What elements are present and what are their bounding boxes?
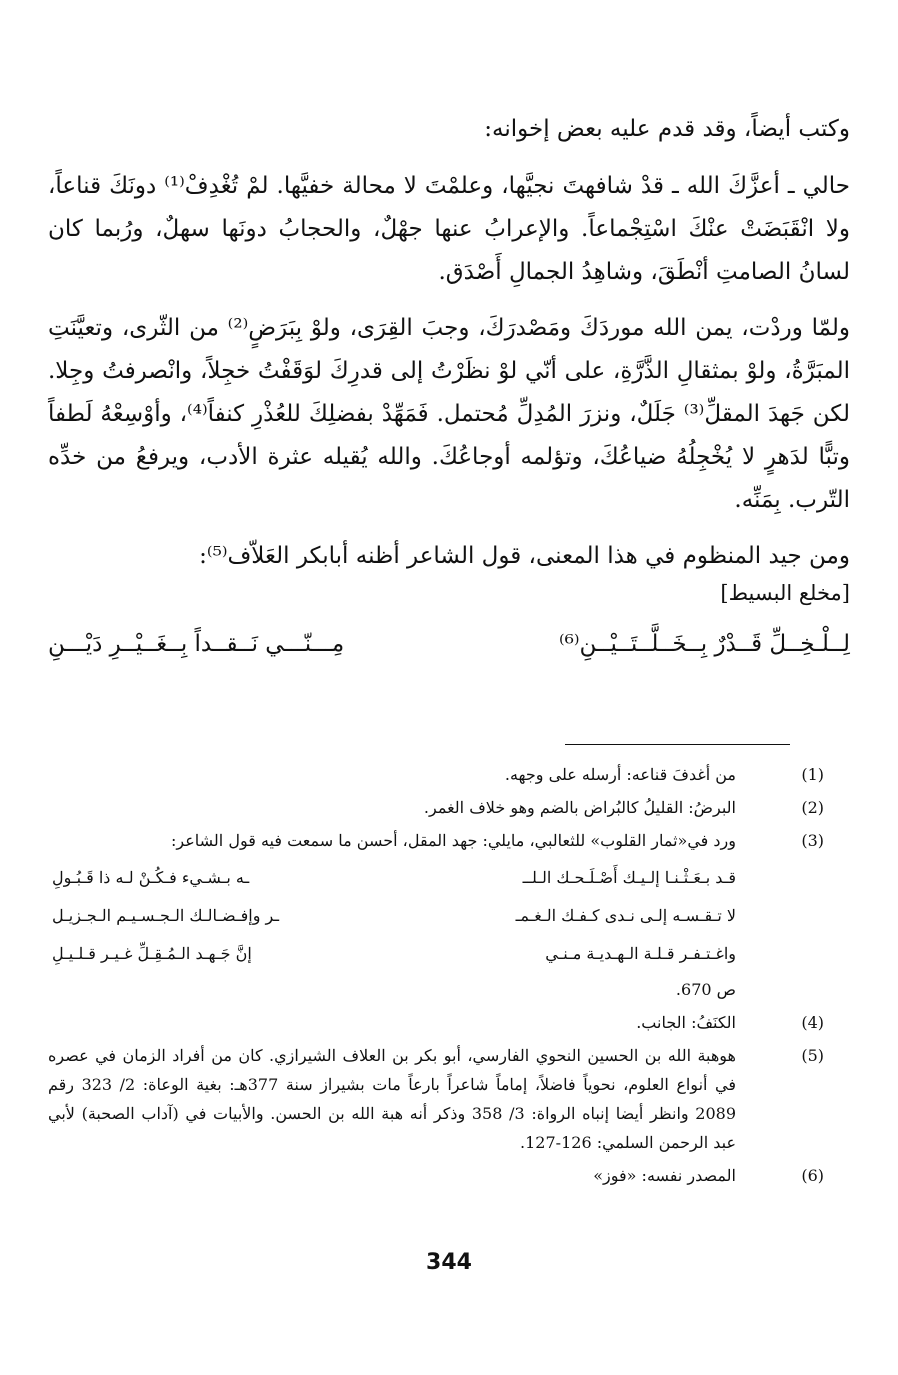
- poem-hemistich: لا تـقـسـه إلـى نـدى كـفـك الـغـمـ: [515, 906, 736, 925]
- footnote-number: (6): [801, 1166, 824, 1185]
- verse-line: [48, 624, 850, 664]
- footnote-number: (5): [801, 1046, 824, 1065]
- poetic-meter-label: [مخلع البسيط]: [720, 581, 850, 605]
- poem-hemistich: ـه بـشـيء فـكُـنْ لـه ذا قَـبُـولِ: [52, 868, 250, 887]
- footnote-text: الكنَفُ: الجانب.: [636, 1013, 736, 1032]
- footnote-poem-line: [48, 939, 736, 969]
- footnote-number: (1): [801, 765, 824, 784]
- paragraph-1: حالي ـ أعزَّكَ الله ـ قدْ شافهتَ نجيَّها، وعلمْتَ لا محالة خفيَّها. لمْ تُغْدِفْ⁽¹⁾ دونَكَ قناعاً، ولا انْقَبَضَتْ عنْكَ اسْتِجْماعاً. والإعرابُ عنها جهْلٌ، والحجابُ دونَها سهلٌ، ورُبما كان لسانُ الصامتِ أنْطَقَ، وشاهِدُ الجمالِ أَصْدَق.: [48, 173, 850, 285]
- paragraph-3: ومن جيد المنظوم في هذا المعنى، قول الشاعر أظنه أبابكر العَلاّف⁽⁵⁾:: [199, 543, 850, 569]
- footnote-separator: [565, 744, 790, 745]
- footnote-text: ورد في«ثمار القلوب» للثعالبي، مايلي: جهد المقل، أحسن ما سمعت فيه قول الشاعر:: [171, 831, 736, 850]
- footnote-6: [48, 1161, 824, 1190]
- footnote-text: من أغدفَ قناعه: أرسله على وجهه.: [504, 765, 736, 784]
- footnote-number: (3): [801, 831, 824, 850]
- poem-hemistich: قـد بـعَـثْـنـا إلـيـك أَصْـلَـحـك الـلــ: [522, 868, 736, 887]
- main-text: [48, 108, 850, 664]
- intro-line: وكتب أيضاً، وقد قدم عليه بعض إخوانه:: [484, 116, 850, 142]
- poem-hemistich: واغـتـفـر قـلـة الـهـديـة مـنـي: [545, 944, 736, 963]
- footnote-text: المصدر نفسه: «فوز»: [593, 1166, 736, 1185]
- poem-hemistich: إنَّ جَـهـد الـمُـقِـلِّ غـيـر قـلـيـلِ: [52, 944, 252, 963]
- poem-hemistich: ـر وإفـضـالـك الـجـسـيـم الـجـزيـل: [52, 906, 280, 925]
- verse-hemistich-2: مِـــنّـــي نَــقــداً بِــغَــيْــرِ دَيْـــنِ: [48, 631, 345, 657]
- footnote-3: [48, 826, 824, 1004]
- footnote-text: البرضُ: القليلُ كالبُراض بالضم وهو خلاف الغمر.: [423, 798, 736, 817]
- footnote-number: (2): [801, 798, 824, 817]
- footnote-text: هوهبة الله بن الحسين النحوي الفارسي، أبو بكر بن العلاف الشيرازي. كان من أفراد الزمان في عصره في أنواع العلوم، نحوياً فاضلاً، إماماً شاعراً بارعاً مات بشيراز سنة 377هـ: بغية الوعاة: 2/ 323 رقم 2089 وانظر أيضا إنباه الرواة: 3/ 358 وذكر أنه هبة الله بن الحسن. والأبيات في (آداب الصحبة) لأبي عبد الرحمن السلمي: 126-127.: [48, 1046, 737, 1152]
- page-number: 344: [426, 1250, 472, 1275]
- paragraph-2: ولمّا وردْت، يمن الله موردَكَ ومَصْدرَكَ، وجبَ القِرَى، ولوْ بِبَرَضٍ⁽²⁾ من الثّرى، وتعيَّنَتِ المبَرَّةُ، ولوْ بمثقالِ الذَّرَّةِ، على أنّي لوْ نظَرْتُ إلى قدرِكَ لوَقَفْتُ خجِلاً، وانْصرفتُ وجِلا. لكن جَهدَ المقلِّ⁽³⁾ جَلَلٌ، ونزرَ المُدِلِّ مُحتمل. فَمَهِّدْ بفضلِكَ للعُذْرِ كنفاً⁽⁴⁾، وأوْسِعْهُ لَطفاً وتبًّا لدَهرٍ لا يُخْجِلُهُ ضياعُكَ، وتؤلمه أوجاعُكَ. والله يُقيله عثرة الأدب، ويرفعُ من خدِّه التّرب. بِمَنِّه.: [48, 315, 850, 513]
- footnote-4: [48, 1008, 824, 1037]
- footnote-5: [48, 1041, 824, 1157]
- footnote-2: [48, 793, 824, 822]
- footnote-number: (4): [801, 1013, 824, 1032]
- footnote-poem-line: [48, 863, 736, 893]
- footnote-1: [48, 760, 824, 789]
- verse-hemistich-1: لِــلْـخِــلِّ قَــدْرٌ بِــخَــلَّــتَــيْــنِ⁽⁶⁾: [558, 631, 850, 657]
- footnotes: [48, 760, 824, 1194]
- footnote-poem-line: [48, 901, 736, 931]
- footnote-page-ref: ص 670.: [675, 980, 736, 999]
